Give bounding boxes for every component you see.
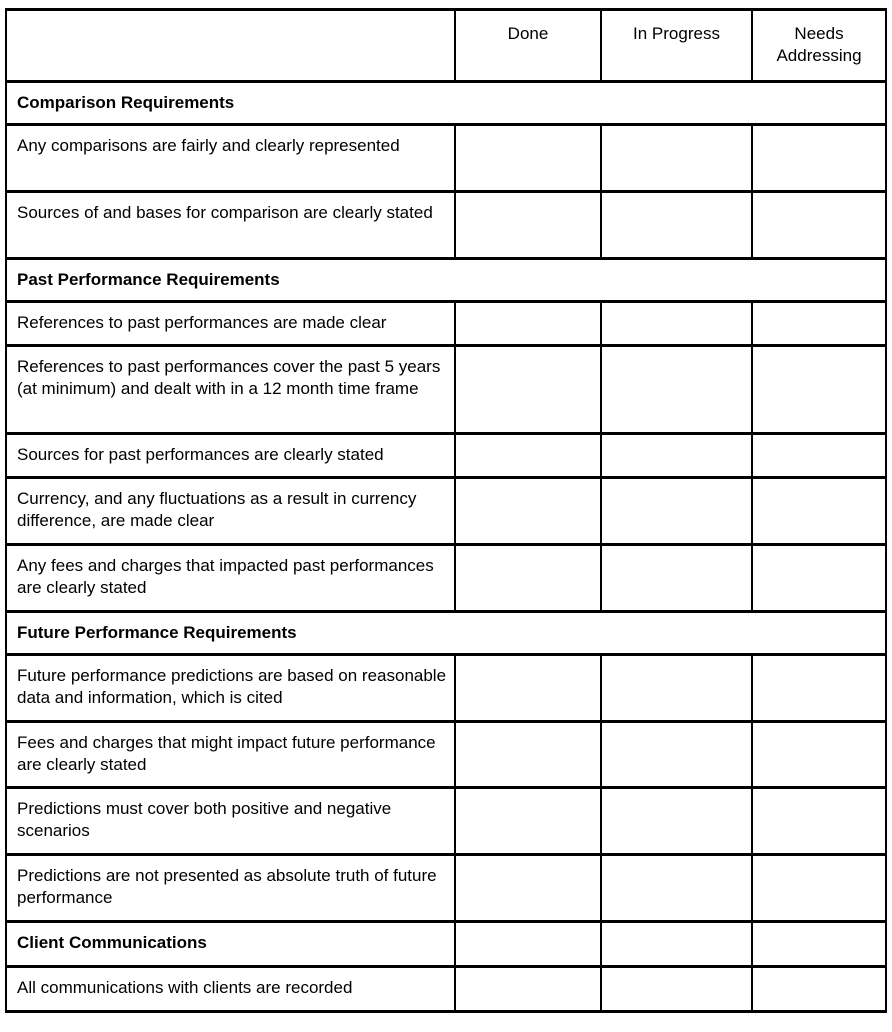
status-cell-done <box>455 788 601 855</box>
status-cell-done <box>455 722 601 788</box>
header-cell-needs-addressing: Needs Addressing <box>752 10 886 82</box>
table-row <box>6 788 886 855</box>
status-cell-needs-addressing <box>752 346 886 434</box>
table-row <box>6 855 886 922</box>
requirement-text: Predictions are not presented as absolute truth of future performance <box>6 855 455 922</box>
status-cell-needs-addressing <box>752 434 886 478</box>
status-cell-needs-addressing <box>752 967 886 1012</box>
status-cell-needs-addressing <box>752 478 886 545</box>
status-cell-needs-addressing <box>752 192 886 259</box>
table-row <box>6 655 886 722</box>
status-cell-in-progress <box>601 722 752 788</box>
table-row <box>6 302 886 346</box>
status-cell-done <box>455 478 601 545</box>
status-cell-needs-addressing <box>752 302 886 346</box>
status-cell-in-progress <box>601 655 752 722</box>
requirement-text: All communications with clients are recorded <box>6 967 455 1012</box>
table-row <box>6 346 886 434</box>
requirement-text: Fees and charges that might impact future performance are clearly stated <box>6 722 455 788</box>
status-cell-needs-addressing <box>752 125 886 192</box>
status-cell-in-progress <box>601 967 752 1012</box>
header-cell-requirement <box>6 10 455 82</box>
table-row <box>6 434 886 478</box>
table-row <box>6 125 886 192</box>
requirement-text: Future performance predictions are based on reasonable data and information, which is cited <box>6 655 455 722</box>
requirement-text: Any comparisons are fairly and clearly represented <box>6 125 455 192</box>
status-cell-needs-addressing <box>752 788 886 855</box>
status-cell-needs-addressing <box>752 655 886 722</box>
status-cell-done <box>455 346 601 434</box>
requirements-checklist-table <box>5 8 887 1013</box>
status-cell-in-progress <box>601 478 752 545</box>
status-cell-needs-addressing <box>752 855 886 922</box>
status-cell-in-progress <box>601 192 752 259</box>
checklist-page <box>0 8 892 1032</box>
table-row <box>6 722 886 788</box>
status-cell-done <box>455 855 601 922</box>
table-header-row <box>6 10 886 82</box>
status-cell-in-progress <box>601 855 752 922</box>
status-cell-done <box>455 192 601 259</box>
requirement-text: Any fees and charges that impacted past performances are clearly stated <box>6 545 455 612</box>
status-cell-done <box>455 655 601 722</box>
section-title: Client Communications <box>6 922 455 967</box>
section-title: Future Performance Requirements <box>6 612 886 655</box>
header-cell-done: Done <box>455 10 601 82</box>
requirement-text: Sources of and bases for comparison are clearly stated <box>6 192 455 259</box>
section-row-comparison-requirements <box>6 82 886 125</box>
status-cell-in-progress <box>601 302 752 346</box>
section-row-future-performance-requirements <box>6 612 886 655</box>
status-cell-needs-addressing <box>752 722 886 788</box>
status-cell-in-progress <box>601 434 752 478</box>
header-cell-in-progress: In Progress <box>601 10 752 82</box>
table-row <box>6 478 886 545</box>
status-cell-done <box>455 922 601 967</box>
requirement-text: References to past performances cover the past 5 years (at minimum) and dealt with in a 12 month time frame <box>6 346 455 434</box>
status-cell-done <box>455 302 601 346</box>
requirement-text: Currency, and any fluctuations as a result in currency difference, are made clear <box>6 478 455 545</box>
table-row <box>6 967 886 1012</box>
status-cell-in-progress <box>601 788 752 855</box>
requirement-text: References to past performances are made clear <box>6 302 455 346</box>
status-cell-in-progress <box>601 922 752 967</box>
status-cell-done <box>455 545 601 612</box>
requirement-text: Sources for past performances are clearly stated <box>6 434 455 478</box>
table-row <box>6 545 886 612</box>
table-row <box>6 192 886 259</box>
status-cell-in-progress <box>601 346 752 434</box>
status-cell-in-progress <box>601 125 752 192</box>
status-cell-needs-addressing <box>752 545 886 612</box>
section-title: Comparison Requirements <box>6 82 886 125</box>
status-cell-needs-addressing <box>752 922 886 967</box>
status-cell-done <box>455 434 601 478</box>
section-title: Past Performance Requirements <box>6 259 886 302</box>
section-row-past-performance-requirements <box>6 259 886 302</box>
requirement-text: Predictions must cover both positive and negative scenarios <box>6 788 455 855</box>
status-cell-in-progress <box>601 545 752 612</box>
section-row-client-communications <box>6 922 886 967</box>
status-cell-done <box>455 125 601 192</box>
status-cell-done <box>455 967 601 1012</box>
